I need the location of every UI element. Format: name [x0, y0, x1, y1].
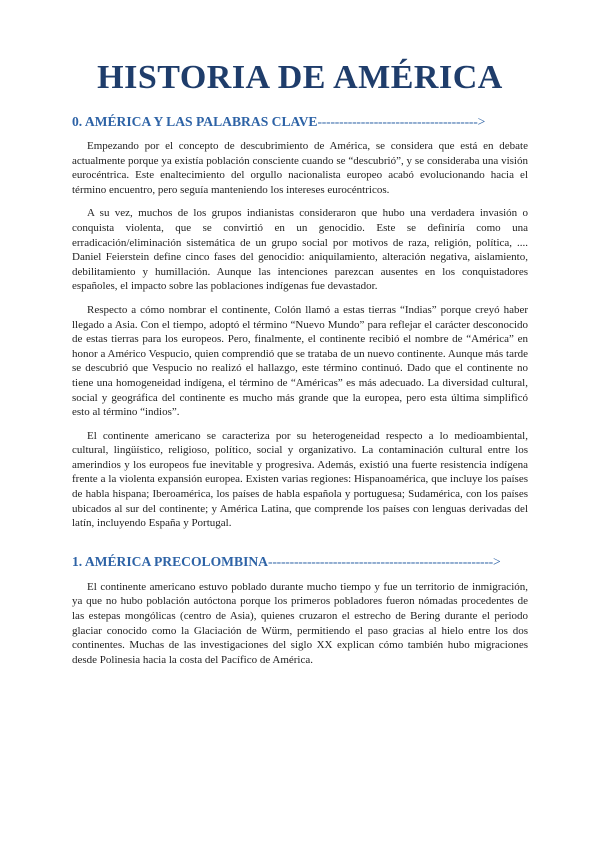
paragraph-descubrimiento: Empezando por el concepto de descubrimiento de América, se considera que está en debate actualmente porque ya existía población consciente cuando se “descubrió”, y se consideraba una visión eurocéntrica. Este enaltecimiento del orgullo nacionalista europeo acabó evolucionando hacia el término encuentro, pero seguía manteniendo los intereses eurocéntricos.: [72, 140, 528, 196]
paragraph-nombre-continente: Respecto a cómo nombrar el continente, Colón llamó a estas tierras “Indias” porque creyó haber llegado a Asia. Con el tiempo, adoptó el término “Nuevo Mundo” para reflejar el carácter desconocido de estas tierras para los europeos. Pero, finalmente, el continente recibió el nombre de “América” en honor a Américo Vespucio, quien comprendió que se trataba de un nuevo continente. Aunque más tarde se descubrió que Vespucio no realizó el hallazgo, este término continuó. Dado que el continente no tiene una homogeneidad indígena, el término de “Américas” es más adecuado. La diversidad cultural, social y geográfica del continente es mucho más grande que la europea, pero esta última simplificó esto al término “indios”.: [72, 303, 528, 419]
paragraph-genocidio: A su vez, muchos de los grupos indianistas consideraron que hubo una verdadera invasión o conquista violenta, que se convirtió en un genocidio. Este se definiría como una erradicación/eliminación sistemática de un grupo social por motivos de raza, religión, política, .... Daniel Feierstein define cinco fases del genocidio: aniquilamiento, alteración negativa, aislamiento, debilitamiento y humillación. Aunque las intenciones parezcan ausentes en los conquistadores españoles, el impacto sobre las poblaciones indígenas fue devastador.: [72, 207, 528, 293]
section-heading-0-text: 0. AMÉRICA Y LAS PALABRAS CLAVE: [72, 114, 318, 129]
section-heading-1-arrow: ---------------------------------------------------->: [268, 553, 501, 569]
paragraph-heterogeneidad: El continente americano se caracteriza por su heterogeneidad respecto a lo medioambiental, cultural, lingüístico, religioso, político, social y organizativo. La contaminación cultural entre los amerindios y los europeos fue inevitable y progresiva. Además, existió una fuerte resistencia indígena frente a la violenta expansión europea. Existen varias regiones: Hispanoamérica, que incluye los países de habla hispana; Iberoamérica, los países de habla española y portuguesa; Sudamérica, con los países ubicados al sur del continente; y América Latina, que comprende los países con lenguas derivadas del latín, incluyendo España y Portugal.: [72, 429, 528, 530]
section-heading-1-text: 1. AMÉRICA PRECOLOMBINA: [72, 553, 268, 569]
document-title: HISTORIA DE AMÉRICA: [97, 59, 503, 96]
section-heading-0: [72, 113, 528, 131]
section-heading-0-arrow: ------------------------------------->: [317, 114, 486, 129]
section-heading-1: [72, 553, 528, 571]
paragraph-poblamiento: El continente americano estuvo poblado durante mucho tiempo y fue un territorio de inmigración, ya que no hubo población autóctona porque los primeros pobladores fueron nómadas procedentes de las estepas mongólicas (centro de Asia), quienes cruzaron el estrecho de Bering durante el periodo glaciar conocido como la Glaciación de Würm, permitiendo el paso gracias al hielo entre los dos continentes. Muchas de las investigaciones del siglo XX explican cómo también hubo migraciones desde Polinesia hacia la costa del Pacífico de América.: [72, 580, 528, 666]
